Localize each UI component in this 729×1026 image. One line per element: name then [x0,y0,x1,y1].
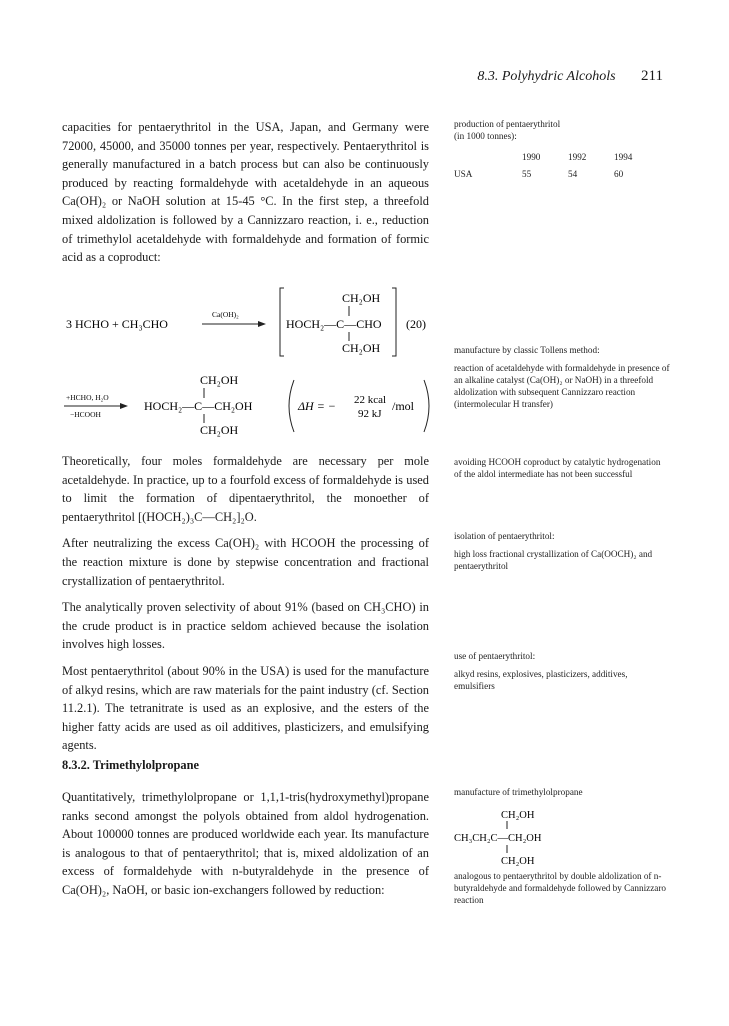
eq2-middle: HOCH₂—C—CH₂OH [144,399,253,413]
eq2-arrowhead [120,403,128,409]
eq1-middle: HOCH₂—C—CHO [286,317,382,331]
value-1990: 55 [522,168,532,179]
page-number: 211 [641,68,663,84]
eq1-bracket-right [392,288,396,356]
sidebar-tollens-body: reaction of acetaldehyde with formaldehyde in presence of an alkaline catalyst (Ca(OH)₂ or NaOH) in a threefold aldolization with subsequent Cannizzaro reaction (intermolecular H transfer) [454,363,670,409]
eq2-dh-numerator: 22 kcal [354,394,387,406]
section-heading: 8.3.2. Trimethylolpropane [62,758,199,772]
sidebar-use [454,650,670,692]
paragraph-trimethylolpropane: Quantitatively, trimethylolpropane or 1,1,1-tris(hydroxymethyl)propane ranks second amongst the polyols obtained from aldol hydrogenation. About 100000 tonnes are produced worldwide each year. Its manufacture is analogous to that of pentaerythritol; that is, mixed aldolization of an excess of formaldehyde with n-butyraldehyde in the presence of Ca(OH)₂, NaOH, or basic ion-exchangers followed by reduction: [62,790,429,897]
main-text-block-3 [62,788,429,908]
eq2-above-arrow: +HCHO, H₂O [66,393,109,402]
sidebar-prod-heading-2: (in 1000 tonnes): [454,131,517,141]
paragraph-theoretical: Theoretically, four moles formaldehyde are necessary per mole acetaldehyde. In practice, up to a fourfold excess of formaldehyde is used to limit the formation of dipentaerythritol, the monoether of pentaerythritol [(HOCH₂)₃C—CH₂]₂O. [62,454,429,524]
sidebar-tmp-body: analogous to pentaerythritol by double aldolization of n-butyraldehyde and formaldehyde followed by Cannizzaro reaction [454,871,667,905]
sidebar-hydrogenation-body: avoiding HCOOH coproduct by catalytic hydrogenation of the aldol intermediate has not been successful [454,457,661,479]
year-1994: 1994 [614,151,633,162]
paragraph-capacities: capacities for pentaerythritol in the USA, Japan, and Germany were 72000, 45000, and 35000 tonnes per year, respectively. Pentaerythritol is generally manufactured in a batch process but can also be continuously produced by reacting formaldehyde with acetaldehyde in an aqueous Ca(OH)₂ or NaOH solution at 15-45 °C. In the first step, a threefold mixed aldolization is followed by a Cannizzaro reaction, i. e., reduction of trimethylol acetaldehyde with formaldehyde and formation of formic acid as a coproduct: [62,120,429,265]
year-1990: 1990 [522,151,541,162]
eq1-reactants: 3 HCHO + CH₃CHO [66,317,168,331]
section-title: 8.3. Polyhydric Alcohols [477,69,616,84]
eq1-top: CH₂OH [342,291,381,305]
main-text-block-2 [62,452,429,763]
eq1-bottom: CH₂OH [342,341,381,355]
reaction-equation-20 [62,286,434,358]
paragraph-neutralizing: After neutralizing the excess Ca(OH)₂ with HCOOH the processing of the reaction mixture is done by stepwise concentration and fractional crystallization of pentaerythritol. [62,536,429,588]
sidebar-use-body: alkyd resins, explosives, plasticizers, additives, emulsifiers [454,669,628,691]
eq1-arrowhead [258,321,266,327]
sidebar-isolation [454,530,670,572]
eq2-paren-left [289,380,294,432]
tmp-bottom: CH₂OH [501,856,535,867]
paragraph-uses: Most pentaerythritol (about 90% in the USA) is used for the manufacture of alkyd resins, which are raw materials for the paint industry (cf. Section 11.2.1). The tetranitrate is used as an explosive, and the esters of the higher fatty acids are used as oil additives, plasticizers, and emulsifying agents. [62,663,429,753]
value-1994: 60 [614,168,624,179]
eq2-below-arrow: −HCOOH [70,410,101,419]
sidebar-use-heading: use of pentaerythritol: [454,651,536,661]
eq2-paren-right [424,380,429,432]
sidebar-trimethylolpropane [454,786,670,798]
eq1-bracket-left [280,288,284,356]
eq1-number: (20) [406,317,426,331]
eq2-dh-label: ΔH = − [298,399,336,413]
country-usa: USA [454,168,473,179]
sidebar-production [454,118,670,182]
running-header [477,68,663,85]
paragraph-selectivity: The analytically proven selectivity of about 91% (based on CH₃CHO) in the crude product is in practice seldom achieved because the isolation involves high losses. [62,600,429,652]
eq2-bottom: CH₂OH [200,423,239,437]
sidebar-isolation-body: high loss fractional crystallization of Ca(OOCH)₂ and pentaerythritol [454,549,653,571]
tmp-middle: CH₃CH₂C—CH₂OH [454,833,542,844]
sidebar-tollens [454,344,670,410]
tmp-structure [454,806,670,868]
table-header-row [454,148,660,165]
year-1992: 1992 [568,151,587,162]
sidebar-prod-heading-1: production of pentaerythritol [454,119,561,129]
value-1992: 54 [568,168,578,179]
sidebar-tmp-heading: manufacture of trimethylolpropane [454,787,583,797]
sidebar-tollens-heading: manufacture by classic Tollens method: [454,345,600,355]
main-text-block-1 [62,118,429,275]
eq2-top: CH₂OH [200,373,239,387]
sidebar-hydrogenation [454,456,670,480]
eq1-catalyst: Ca(OH)₂ [212,310,239,319]
sidebar-tmp-note [454,870,670,906]
sidebar-isolation-heading: isolation of pentaerythritol: [454,531,555,541]
production-table [454,148,660,182]
tmp-top: CH₂OH [501,810,535,821]
table-row [454,165,660,182]
eq2-dh-denominator: 92 kJ [358,408,382,420]
eq2-dh-unit: /mol [392,399,415,413]
reaction-equation-cannizzaro [62,368,434,440]
